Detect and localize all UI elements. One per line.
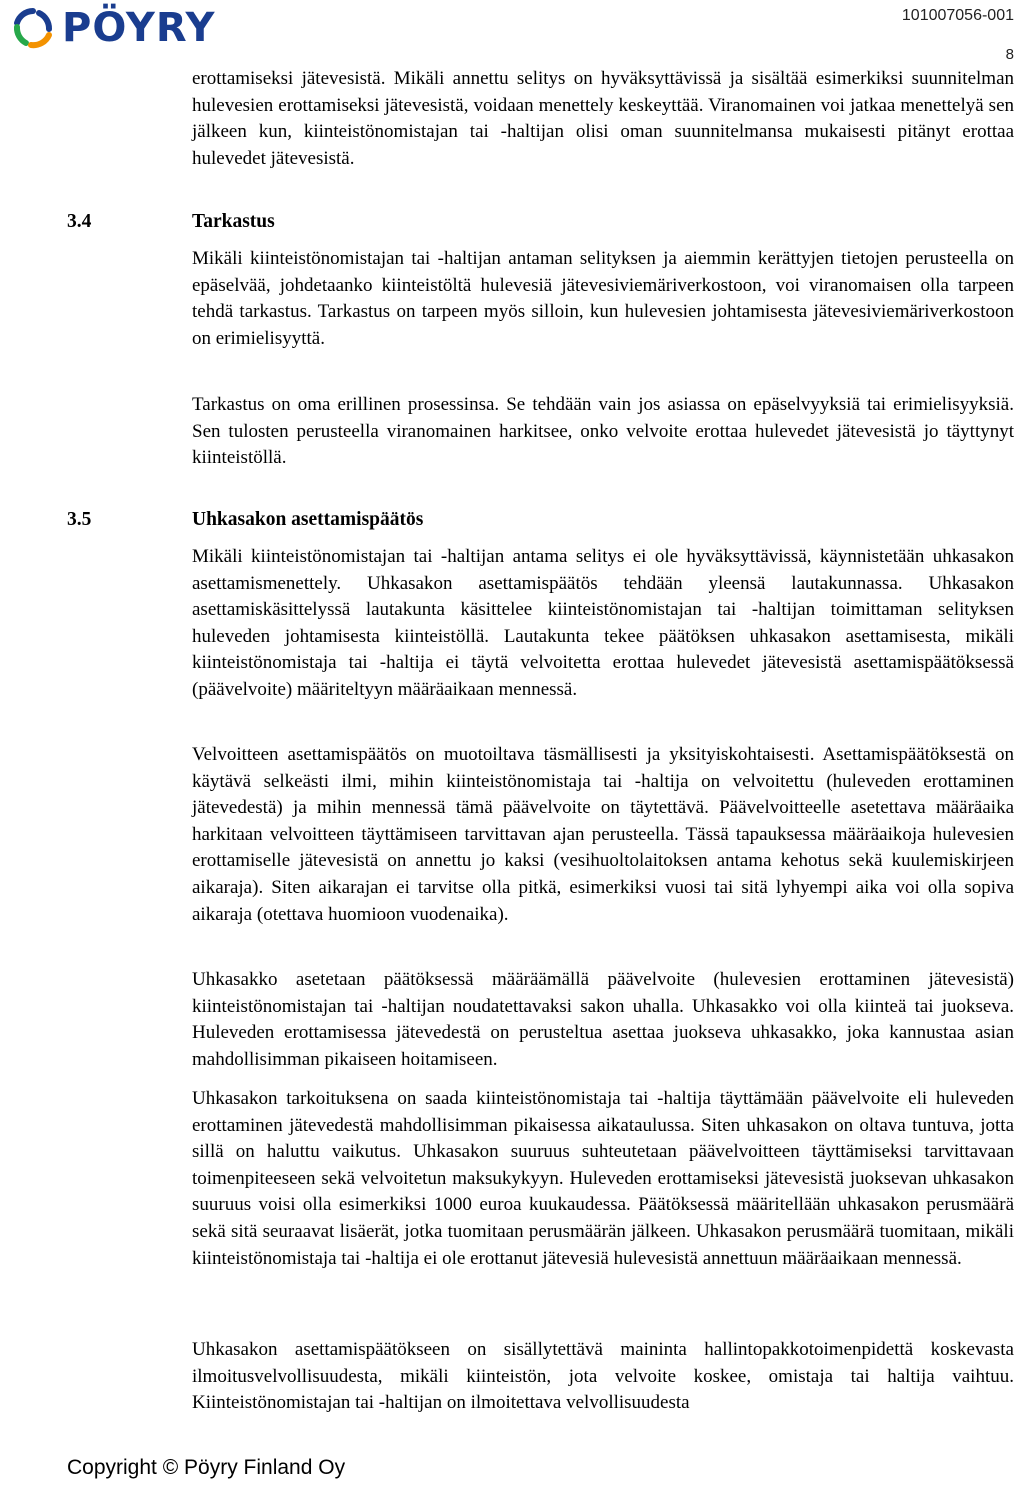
page-number: 8 [1005,46,1014,63]
poyry-logo-icon [8,5,58,51]
paragraph: Uhkasakon tarkoituksena on saada kiinteistönomistaja tai -haltija täyttämään päävelvoite eli huleveden erottaminen jätevedestä mahdollisimman pikaisessa aikataulussa. Siten uhkasakon on oltava tuntuva, jotta sillä on haluttu vaikutus. Uhkasakon suuruus suhteutetaan päävelvoitteen täyttämiseksi tarvittavaan toimenpiteeseen sekä velvoitetun maksukykyyn. Huleveden erottamiseksi jätevesistä juoksevan uhkasakon suuruus voisi olla esimerkiksi 1000 euroa kuukaudessa. Päätöksessä määritellään uhkasakon perusmäärä sekä sitä seuraavat lisäerät, jotka tuomitaan perusmäärän jälkeen. Uhkasakon perusmäärä tuomitaan, mikäli kiinteistönomistaja tai -haltija ei ole erottanut jätevesiä hulevesistä annettuun määräaikaan mennessä. [192,1088,1014,1269]
paragraph: Uhkasakon asettamispäätökseen on sisällytettävä maininta hallintopakkotoimenpidettä koskevasta ilmoitusvelvollisuudesta, mikäli kiinteistön, jota velvoite koskee, omistaja tai haltija vaihtuu. Kiinteistönomistajan tai -haltijan on ilmoitettava velvollisuudesta [192,1339,1014,1414]
paragraph: Uhkasakko asetetaan päätöksessä määräämällä päävelvoite (hulevesien erottaminen jätevesistä) kiinteistönomistajan tai -haltijan noudatettavaksi sakon uhalla. Uhkasakko voi olla kiinteä tai juokseva. Huleveden erottamisessa jätevedestä on perusteltua asettaa juokseva uhkasakko, joka kannustaa asian mahdollisimman pikaiseen hoitamiseen. [192,969,1014,1070]
section-number: 3.4 [67,211,92,232]
poyry-logo [8,4,215,52]
paragraph: Mikäli kiinteistönomistajan tai -haltijan antama selitys ei ole hyväksyttävissä, käynnistetään uhkasakon asettamismenettely. Uhkasakon asettamispäätös tehdään yleensä lautakunnassa. Uhkasakon asettamiskäsittelyssä lautakunta käsittelee kiinteistönomistajan tai -haltijan toimittaman selityksen huleveden johtamisesta kiinteistöllä. Lautakunta tekee päätöksen uhkasakon asettamisesta, mikäli kiinteistönomistaja tai -haltija ei täytä velvoitetta erottaa hulevedet jätevesistä asettamispäätöksessä (päävelvoite) määriteltyyn määräaikaan mennessä. [192,546,1014,700]
footer-copyright: Copyright © Pöyry Finland Oy [67,1456,346,1479]
document-number: 101007056-001 [901,7,1014,24]
paragraph: Mikäli kiinteistönomistajan tai -haltijan antaman selityksen ja aiemmin kerättyjen tietojen perusteella on epäselvää, johdetaanko kiinteistöltä hulevesiä jätevesiviemäriverkostoon, voi viranomaisen olla tarpeen tehdä tarkastus. Tarkastus on tarpeen myös silloin, kun hulevesien johtamisesta jätevesiviemäriverkostoon on erimielisyyttä. [192,248,1014,349]
section-heading: Uhkasakon asettamispäätös [192,509,424,530]
logo-wordmark: PÖYRY [62,5,216,51]
paragraph: Tarkastus on oma erillinen prosessinsa. Se tehdään vain jos asiassa on epäselvyyksiä tai erimielisyyksiä. Sen tulosten perusteella viranomainen harkitsee, onko velvoite erottaa hulevedet jätevesistä jo täyttynyt kiinteistöllä. [192,394,1014,469]
section-number: 3.5 [67,509,92,530]
intro-paragraph: erottamiseksi jätevesistä. Mikäli annettu selitys on hyväksyttävissä ja sisältää esimerkiksi suunnitelman hulevesien erottamiseksi jätevesistä, voidaan menettely keskeyttää. Viranomainen voi jatkaa menettelyä sen jälkeen kun, kiinteistönomistajan tai -haltijan olisi oman suunnitelmansa mukaisesti pitänyt erottaa hulevedet jätevesistä. [192,68,1014,169]
section-heading: Tarkastus [192,211,275,232]
paragraph: Velvoitteen asettamispäätös on muotoiltava täsmällisesti ja yksityiskohtaisesti. Asettamispäätöksestä on käytävä selkeästi ilmi, mihin kiinteistönomistaja tai -haltija on velvoitettu (huleveden erottaminen jätevedestä) ja mihin mennessä tämä päävelvoite on täytettävä. Päävelvoitteelle asetettava määräaika harkitaan velvoitteen täyttämiseen tarvittavan ajan perusteella. Tässä tapauksessa määräaikoja hulevesien erottamiselle jätevesistä on annettu jo kaksi (vesihuoltolaitoksen antama kehotus sekä kuulemiskirjeen aikaraja). Siten aikarajan ei tarvitse olla pitkä, esimerkiksi vuosi tai sitä lyhyempi aika voi olla sopiva aikaraja (otettava huomioon vuodenaika). [192,744,1014,925]
